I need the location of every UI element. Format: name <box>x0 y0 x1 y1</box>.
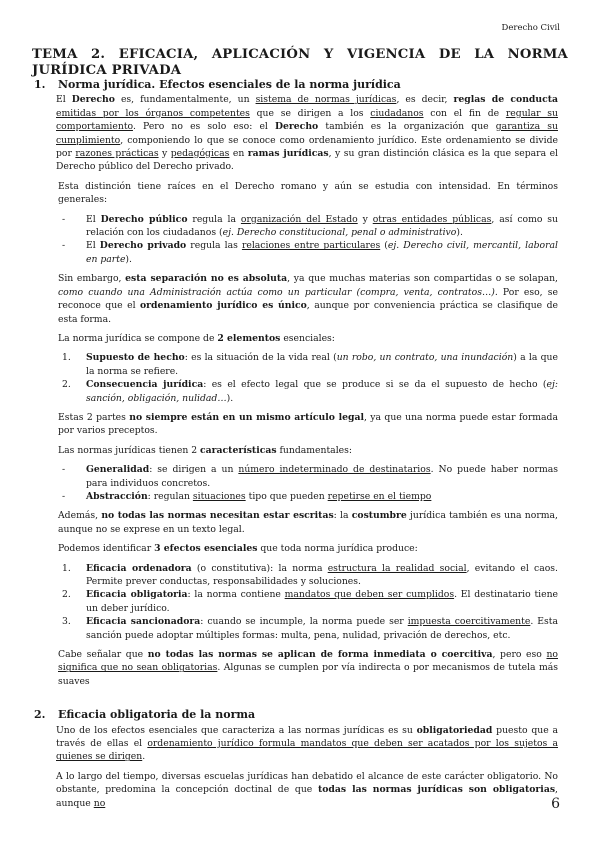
section-gap <box>58 694 558 708</box>
paragraph: Podemos identificar 3 efectos esenciales que toda norma jurídica produce: <box>58 543 418 555</box>
list-elements <box>58 351 558 405</box>
paragraph: Además, no todas las normas necesitan estar escritas: la costumbre jurídica también es una norma, aunque no se exprese en un texto legal. <box>58 510 558 535</box>
paragraph: La norma jurídica se compone de 2 elementos esenciales: <box>58 332 335 344</box>
paragraph: Estas 2 partes no siempre están en un mismo artículo legal, ya que una norma puede estar formada por varios preceptos. <box>58 411 558 437</box>
list-effects <box>58 562 558 642</box>
paragraph: Esta distinción tiene raíces en el Derecho romano y aún se estudia con intensidad. En términos generales: <box>58 180 558 206</box>
running-header: Derecho Civil <box>501 23 560 33</box>
section-1-heading: 1. Norma jurídica. Efectos esenciales de la norma jurídica <box>34 78 401 91</box>
page-body <box>34 78 559 816</box>
paragraph: El Derecho es, fundamentalmente, un sistema de normas jurídicas, es decir, reglas de conducta emitidas por los órganos competentes que se dirigen a los ciudadanos con el fin de regular su comportamiento. Pero no es solo eso: el Derecho también es la organización que garantiza su cumplimiento, componiendo lo que se conoce como ordenamiento jurídico. Este ordenamiento se divide por razones prácticas y pedagógicas en ramas jurídicas, y su gran distinción clásica es la que separa el Derecho público del Derecho privado. <box>56 94 559 173</box>
section-2-heading: 2. Eficacia obligatoria de la norma <box>34 708 256 722</box>
paragraph: Cabe señalar que no todas las normas se aplican de forma inmediata o coercitiva, pero eso no significa que no sean obligatorias. Algunas se cumplen por vía indirecta o por mecanismos de tutela más suaves <box>58 649 558 687</box>
list-item: 2. Eficacia obligatoria: la norma contiene mandatos que deben ser cumplidos. El destinatario tiene un deber jurídico. <box>62 589 559 614</box>
list-public-private <box>58 213 558 267</box>
paragraph: Sin embargo, esta separación no es absoluta, ya que muchas materias son compartidas o se solapan, como cuando una Administración actúa como un particular (compra, venta, contratos…). Por eso, se reconoce que el ordenamiento jurídico es único, aunque por conveniencia práctica se clasifique de esta forma. <box>58 273 558 325</box>
paragraph: Uno de los efectos esenciales que caracteriza a las normas jurídicas es su obligatoriedad puesto que a través de ellas el ordenamiento jurídico formula mandatos que deben ser acatados por los sujetos a quienes se dirigen. <box>56 724 558 763</box>
list-item: 1. Supuesto de hecho: es la situación de la vida real (un robo, un contrato, una inundación) a la que la norma se refiere. <box>62 352 558 377</box>
page-number: 6 <box>551 796 560 812</box>
list-characteristics <box>58 463 558 503</box>
list-item: 2. Consecuencia jurídica: es el efecto legal que se produce si se da el supuesto de hecho (ej: sanción, obligación, nulidad…). <box>62 379 558 404</box>
list-item: - Generalidad: se dirigen a un número indeterminado de destinatarios. No puede haber normas para individuos concretos. <box>62 464 559 489</box>
list-item: 1. Eficacia ordenadora (o constitutiva): la norma estructura la realidad social, evitando el caos. Permite prever conductas, responsabilidades y soluciones. <box>62 562 558 587</box>
paragraph: A lo largo del tiempo, diversas escuelas jurídicas han debatido el alcance de este carácter obligatorio. No obstante, predomina la concepción doctinal de que todas las normas jurídicas son obligatorias, aunque no <box>56 770 558 809</box>
chapter-title: TEMA 2. EFICACIA, APLICACIÓN Y VIGENCIA DE LA NORMA JURÍDICA PRIVADA <box>32 47 568 78</box>
list-item: 3. Eficacia sancionadora: cuando se incumple, la norma puede ser impuesta coercitivamente. Esta sanción puede adoptar múltiples formas: multa, pena, nulidad, privación de derechos, etc. <box>62 616 558 641</box>
list-item: - Abstracción: regulan situaciones tipo que pueden repetirse en el tiempo <box>62 490 432 502</box>
paragraph: Las normas jurídicas tienen 2 características fundamentales: <box>58 444 352 456</box>
list-item: - El Derecho público regula la organización del Estado y otras entidades públicas, así como su relación con los ciudadanos (ej. Derecho constitucional, penal o administrativo). <box>62 213 559 239</box>
list-item: - El Derecho privado regula las relaciones entre particulares (ej. Derecho civil, mercantil, laboral en parte). <box>62 240 558 265</box>
